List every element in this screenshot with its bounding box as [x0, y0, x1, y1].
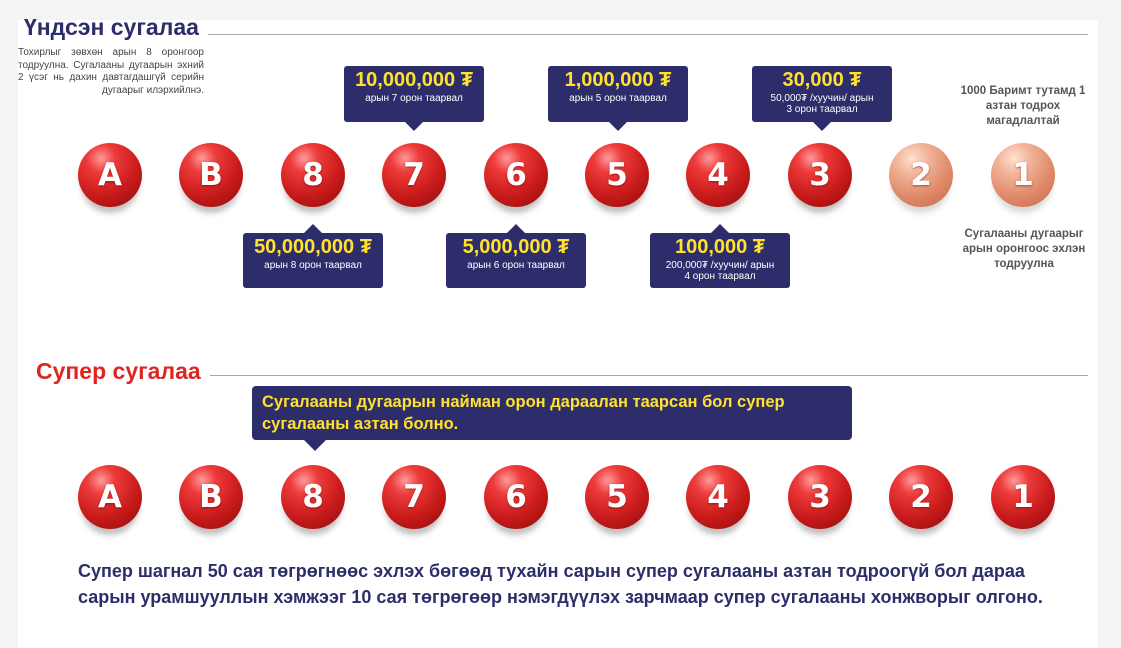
- prize-condition: 50,000₮ /хуучин/ арын 3 орон таарвал: [770, 93, 874, 115]
- ball-letter-b: B: [179, 465, 243, 529]
- ball-letter-b: B: [179, 143, 243, 207]
- prize-callout-6-digits: [446, 233, 586, 288]
- ball-digit-3: 3: [788, 465, 852, 529]
- reading-direction-note: Сугалааны дугаарыг арын оронгоос эхлэн тодруулна: [962, 228, 1086, 270]
- prize-condition: арын 6 орон таарвал: [467, 260, 565, 271]
- ball-digit-7: 7: [382, 143, 446, 207]
- probability-note: 1000 Баримт тутамд 1 азтан тодрох магадлалтай: [960, 85, 1086, 127]
- ball-digit-6: 6: [484, 465, 548, 529]
- ball-digit-7: 7: [382, 465, 446, 529]
- prize-condition: 200,000₮ /хуучин/ арын 4 орон таарвал: [665, 260, 775, 282]
- ball-digit-6: 6: [484, 143, 548, 207]
- main-draw-divider: [208, 34, 1088, 35]
- ball-digit-4: 4: [686, 465, 750, 529]
- prize-callout-4-digits: [650, 233, 790, 288]
- super-draw-divider: [210, 375, 1088, 376]
- main-draw-title: Үндсэн сугалаа: [24, 14, 199, 40]
- prize-callout-8-digits: [243, 233, 383, 288]
- ball-digit-5: 5: [585, 143, 649, 207]
- ball-digit-1: 1: [991, 143, 1055, 207]
- ball-letter-a: A: [78, 465, 142, 529]
- prize-amount: 1,000,000 ₮: [564, 69, 672, 91]
- prize-condition: арын 5 орон таарвал: [569, 93, 667, 104]
- super-draw-title: Супер сугалаа: [36, 358, 201, 384]
- prize-condition: арын 7 орон таарвал: [365, 93, 463, 104]
- super-prize-description: Супер шагнал 50 сая төгрөгнөөс эхлэх бөгөөд тухайн сарын супер сугалааны азтан тодроогүй бол дараа сарын урамшууллын хэмжээг 10 сая төгрөгөөр нэмэгдүүлэх зарчмаар супер сугалааны хонжворыг олгоно.: [78, 561, 1043, 607]
- prize-callout-3-digits: [752, 66, 892, 122]
- prize-amount: 10,000,000 ₮: [355, 69, 473, 91]
- ball-digit-2: 2: [889, 143, 953, 207]
- prize-amount: 30,000 ₮: [782, 69, 862, 91]
- ball-digit-8: 8: [281, 143, 345, 207]
- prize-condition: арын 8 орон таарвал: [264, 260, 362, 271]
- ball-digit-4: 4: [686, 143, 750, 207]
- ball-digit-2: 2: [889, 465, 953, 529]
- ball-digit-3: 3: [788, 143, 852, 207]
- prize-amount: 5,000,000 ₮: [462, 236, 570, 258]
- super-draw-callout: Сугалааны дугаарын найман орон дараалан таарсан бол супер сугалааны азтан болно.: [252, 386, 852, 440]
- ball-digit-5: 5: [585, 465, 649, 529]
- prize-callout-7-digits: [344, 66, 484, 122]
- prize-callout-5-digits: [548, 66, 688, 122]
- ball-digit-1: 1: [991, 465, 1055, 529]
- prize-amount: 100,000 ₮: [674, 236, 766, 258]
- ball-digit-8: 8: [281, 465, 345, 529]
- ball-letter-a: A: [78, 143, 142, 207]
- main-draw-intro: Тохирлыг зөвхөн арын 8 оронгоор тодруулна. Сугалааны дугаарын эхний 2 үсэг нь дахин давтагдашгүй серийн дугаарыг илэрхийлнэ.: [18, 47, 204, 96]
- prize-amount: 50,000,000 ₮: [254, 236, 372, 258]
